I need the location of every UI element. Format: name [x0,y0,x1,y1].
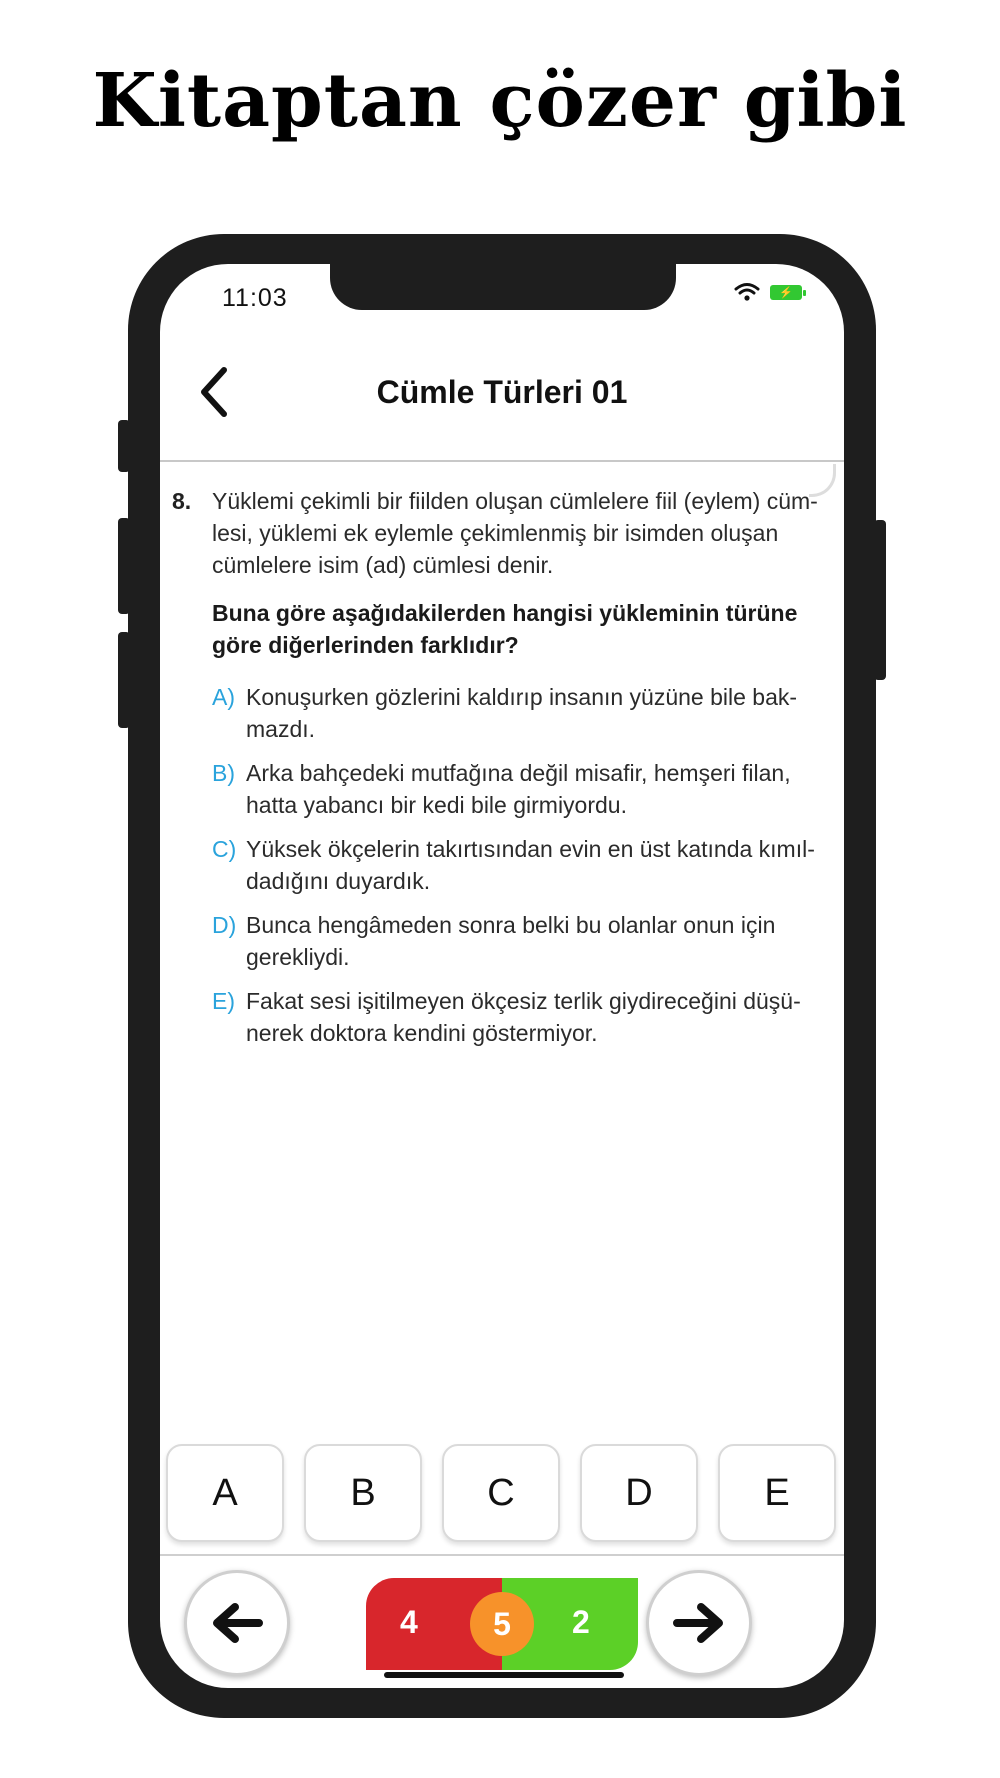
previous-question-button[interactable] [184,1570,290,1676]
header-divider [160,460,844,462]
current-question-badge: 5 [470,1592,534,1656]
bottom-divider [160,1554,844,1556]
answer-button-a[interactable]: A [166,1444,284,1542]
option-b-text: hatta yabancı bir kedi bile girmiyordu. [246,792,627,818]
question-number: 8. [172,488,192,514]
battery-charging-icon: ⚡ [770,285,802,300]
option-a-text: mazdı. [246,716,316,742]
option-letter-d: D) [212,912,237,938]
option-letter-e: E) [212,988,235,1014]
status-time: 11:03 [222,284,288,312]
option-e-text: Fakat sesi işitilmeyen ökçesiz terlik giydireceğini düşü- [246,988,801,1014]
navigation-bar [160,334,844,444]
question-text-line: lesi, yüklemi ek eylemle çekimlenmiş bir isimden oluşan [212,520,779,546]
option-d-text: gerekliydi. [246,944,350,970]
option-c-text: Yüksek ökçelerin takırtısından evin en üst katında kımıl- [246,836,815,862]
page-title: Cümle Türleri 01 [376,374,628,410]
next-question-button[interactable] [646,1570,752,1676]
option-d-text: Bunca hengâmeden sonra belki bu olanlar onun için [246,912,776,938]
question-prompt-line: göre diğerlerinden farklıdır? [212,632,519,658]
arrow-left-icon [209,1601,265,1645]
answer-button-c[interactable]: C [442,1444,560,1542]
answer-button-d[interactable]: D [580,1444,698,1542]
answer-button-b[interactable]: B [304,1444,422,1542]
option-a-text: Konuşurken gözlerini kaldırıp insanın yüzüne bile bak- [246,684,798,710]
wifi-icon [734,282,760,302]
question-text-line: cümlelere isim (ad) cümlesi denir. [212,552,554,578]
notch [330,264,676,310]
option-e-text: nerek doktora kendini göstermiyor. [246,1020,598,1046]
promo-headline: Kitaptan çözer gibi [92,58,908,144]
option-letter-b: B) [212,760,235,786]
arrow-right-icon [671,1601,727,1645]
question-text-line: Yüklemi çekimli bir fiilden oluşan cümlelere fiil (eylem) cüm- [212,488,818,514]
option-letter-a: A) [212,684,235,710]
home-indicator[interactable] [384,1672,624,1678]
wrong-count: 4 [400,1604,418,1640]
option-letter-c: C) [212,836,237,862]
option-c-text: dadığını duyardık. [246,868,431,894]
question-area [160,464,844,1324]
option-b-text: Arka bahçedeki mutfağına değil misafir, hemşeri filan, [246,760,791,786]
correct-count: 2 [572,1604,590,1640]
status-icons [734,282,802,302]
phone-frame [128,234,876,1718]
question-prompt-line: Buna göre aşağıdakilerden hangisi yükleminin türüne [212,600,798,626]
answer-button-e[interactable]: E [718,1444,836,1542]
phone-screen [160,264,844,1688]
score-indicator [366,1578,638,1670]
answer-buttons [166,1444,842,1544]
